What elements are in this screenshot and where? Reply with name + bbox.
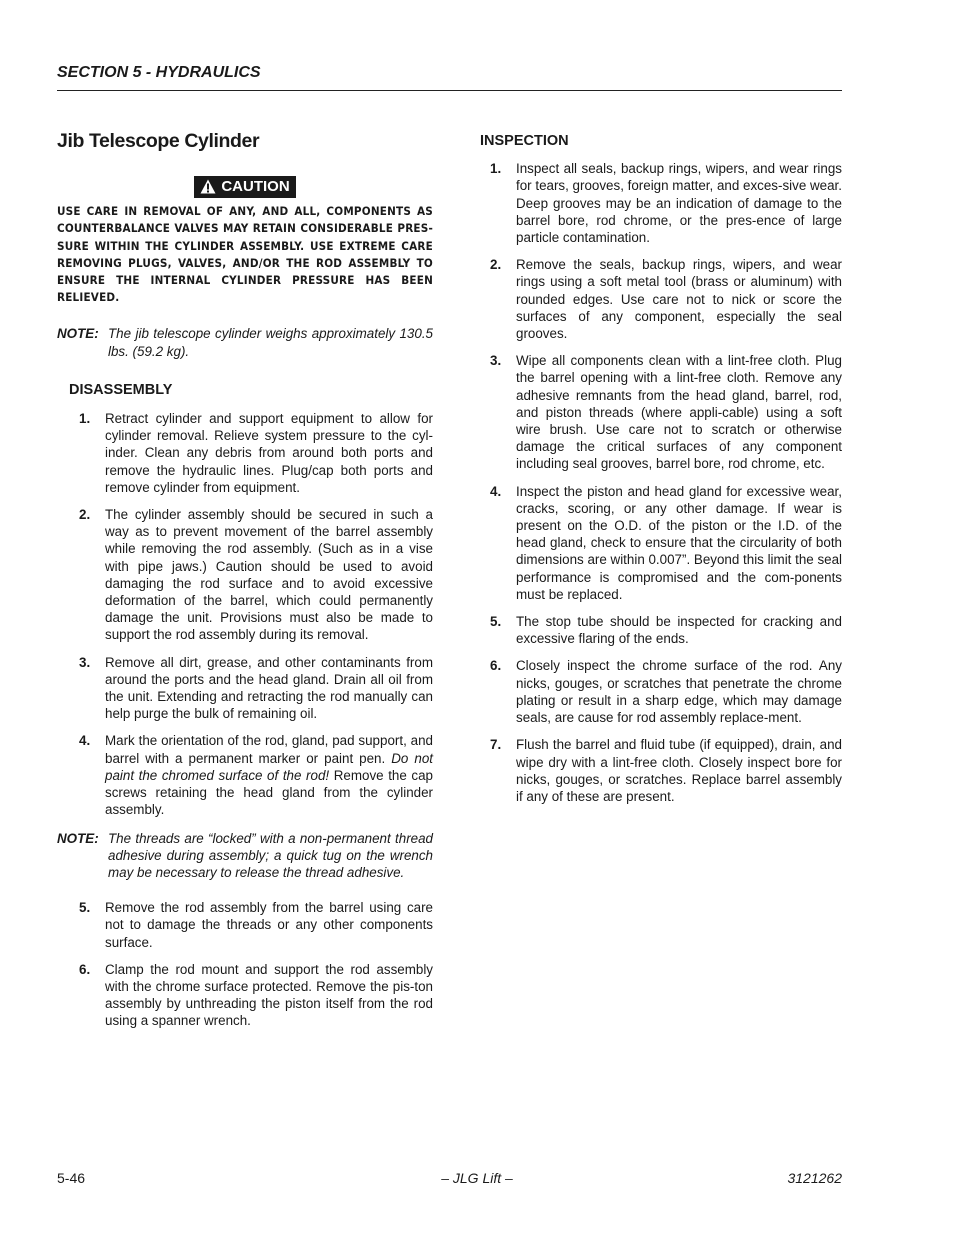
right-column [480,133,842,815]
item-number: 4. [79,733,91,749]
item-number: 5. [490,614,502,630]
list-item [480,657,842,726]
item-number: 1. [79,411,91,427]
item-text-emphasis: Do not paint the chromed surface of the rod! [105,750,433,783]
caution-banner [57,176,433,198]
section-title: SECTION 5 - HYDRAULICS [57,64,261,81]
left-column [57,130,433,1040]
note-weight [57,325,433,359]
list-item [57,654,433,723]
list-item [57,506,433,644]
item-number: 4. [490,483,502,499]
list-item [480,256,842,342]
item-text: Clamp the rod mount and support the rod assembly with the chrome surface protected. Remove the pis-ton assembly by unthreading the piston itself from the rod using a spanner wrench. [105,961,433,1029]
note-label: NOTE: [57,326,99,342]
item-text: Remove all dirt, grease, and other contaminants from around the ports and the head gland. Drain all oil from the unit. Extending and retracting the rod manually can help purge the bulk of remaining oil. [105,654,433,722]
item-text: Retract cylinder and support equipment to allow for cylinder removal. Relieve system pressure to the cyl-inder. Clean any debris from around both ports and remove the hydraulic lines. Plug/cap both ports and remove cylinder from equipment. [105,411,433,495]
item-number: 7. [490,737,502,753]
item-number: 5. [79,900,91,916]
note-label: NOTE: [57,830,99,846]
item-number: 2. [79,507,91,523]
item-number: 6. [79,961,91,977]
item-text: Flush the barrel and fluid tube (if equipped), drain, and wipe dry with a lint-free cloth. Closely inspect bore for nicks, gouges, or scratches. Replace barrel assembly if any of these are present. [516,737,842,804]
document-number: 3121262 [787,1170,842,1186]
list-item [480,483,842,603]
item-text: The stop tube should be inspected for cracking and excessive flaring of the ends. [516,614,842,647]
item-text: Wipe all components clean with a lint-free cloth. Plug the barrel opening with a lint-free cloth. Remove any adhesive remnants from the head gland, barrel, rod, and piston threads (where appli-cable) using a soft wire brush. Use care not to scratch or otherwise damage the critical surfaces of any component including seal grooves, barrel bore, rod chrome, etc. [516,353,842,472]
item-text: The cylinder assembly should be secured in such a way as to prevent movement of the barrel assembly while removing the rod assembly. (Such as in a vise with pipe jaws.) Caution should be used to avoid damaging the rod surface and to avoid excessive deformation of the barrel, which could permanently damage the unit. Provisions must also be made to support the rod assembly during its removal. [105,507,433,643]
item-text: Remove the seals, backup rings, wipers, and wear rings using a soft metal tool (brass or aluminum) with rounded edges. Use care not to nick or score the surfaces of any component, especially the seal grooves. [516,257,842,342]
item-number: 6. [490,658,502,674]
item-text [105,732,433,818]
list-item [480,160,842,246]
item-number: 2. [490,257,502,273]
item-text-part: Mark the orientation of the rod, gland, pad support, and barrel with a permanent marker or paint pen. [105,733,433,766]
item-text: Closely inspect the chrome surface of the rod. Any nicks, gouges, or scratches that penetrate the chrome plating or result in a sharp edge, which may damage seals, are cause for rod assembly replace-ment. [516,658,842,726]
item-text-part: Remove the cap screws retaining the head gland from the cylinder assembly. [105,767,433,818]
inspection-heading: INSPECTION [480,133,569,149]
item-number: 3. [79,654,91,670]
item-text: Inspect all seals, backup rings, wipers, and wear rings for tears, grooves, foreign matter, and exces-sive wear. Deep grooves may be an indication of damage to the barrel bore, rod chrome, or the pres-ence of large particle contamination. [516,161,842,246]
page-number: 5-46 [57,1170,86,1186]
list-item [57,961,433,1030]
note-text: The jib telescope cylinder weighs approximately 130.5 lbs. (59.2 kg). [108,326,433,359]
caution-badge [194,176,295,198]
list-item [57,410,433,496]
section-header [57,64,842,91]
list-item [57,899,433,951]
item-number: 1. [490,161,502,177]
item-number: 3. [490,353,502,369]
list-item [480,736,842,805]
item-text: Inspect the piston and head gland for excessive wear, cracks, scoring, or any other damage. If wear is present on the O.D. of the piston or the I.D. of the head gland, check to ensure that the circularity of both dimensions are within 0.007”. Beyond this limit the seal performance is compromised and the com-ponents must be replaced. [516,483,843,602]
list-item [480,613,842,647]
caution-label: CAUTION [221,178,290,196]
warning-triangle-icon [200,179,216,194]
disassembly-heading: DISASSEMBLY [69,381,173,398]
item-text: Remove the rod assembly from the barrel using care not to damage the threads or any other components surface. [105,900,433,950]
note-threads [57,830,433,882]
caution-text: USE CARE IN REMOVAL OF ANY, AND ALL, COMPONENTS AS COUNTERBALANCE VALVES MAY RETAIN CONSIDERABLE PRES-SURE WITHIN THE CYLINDER ASSEMBLY. USE EXTREME CARE REMOVING PLUGS, VALVES, AND/OR THE ROD ASSEMBLY TO ENSURE THE INTERNAL CYLINDER PRESSURE HAS BEEN RELIEVED. [57,204,433,305]
page-title: Jib Telescope Cylinder [57,130,260,152]
footer-brand: – JLG Lift – [441,1170,513,1186]
list-item [57,732,433,818]
note-text: The threads are “locked” with a non-permanent thread adhesive during assembly; a quick tug on the wrench may be necessary to release the thread adhesive. [108,830,433,880]
list-item [480,352,842,472]
